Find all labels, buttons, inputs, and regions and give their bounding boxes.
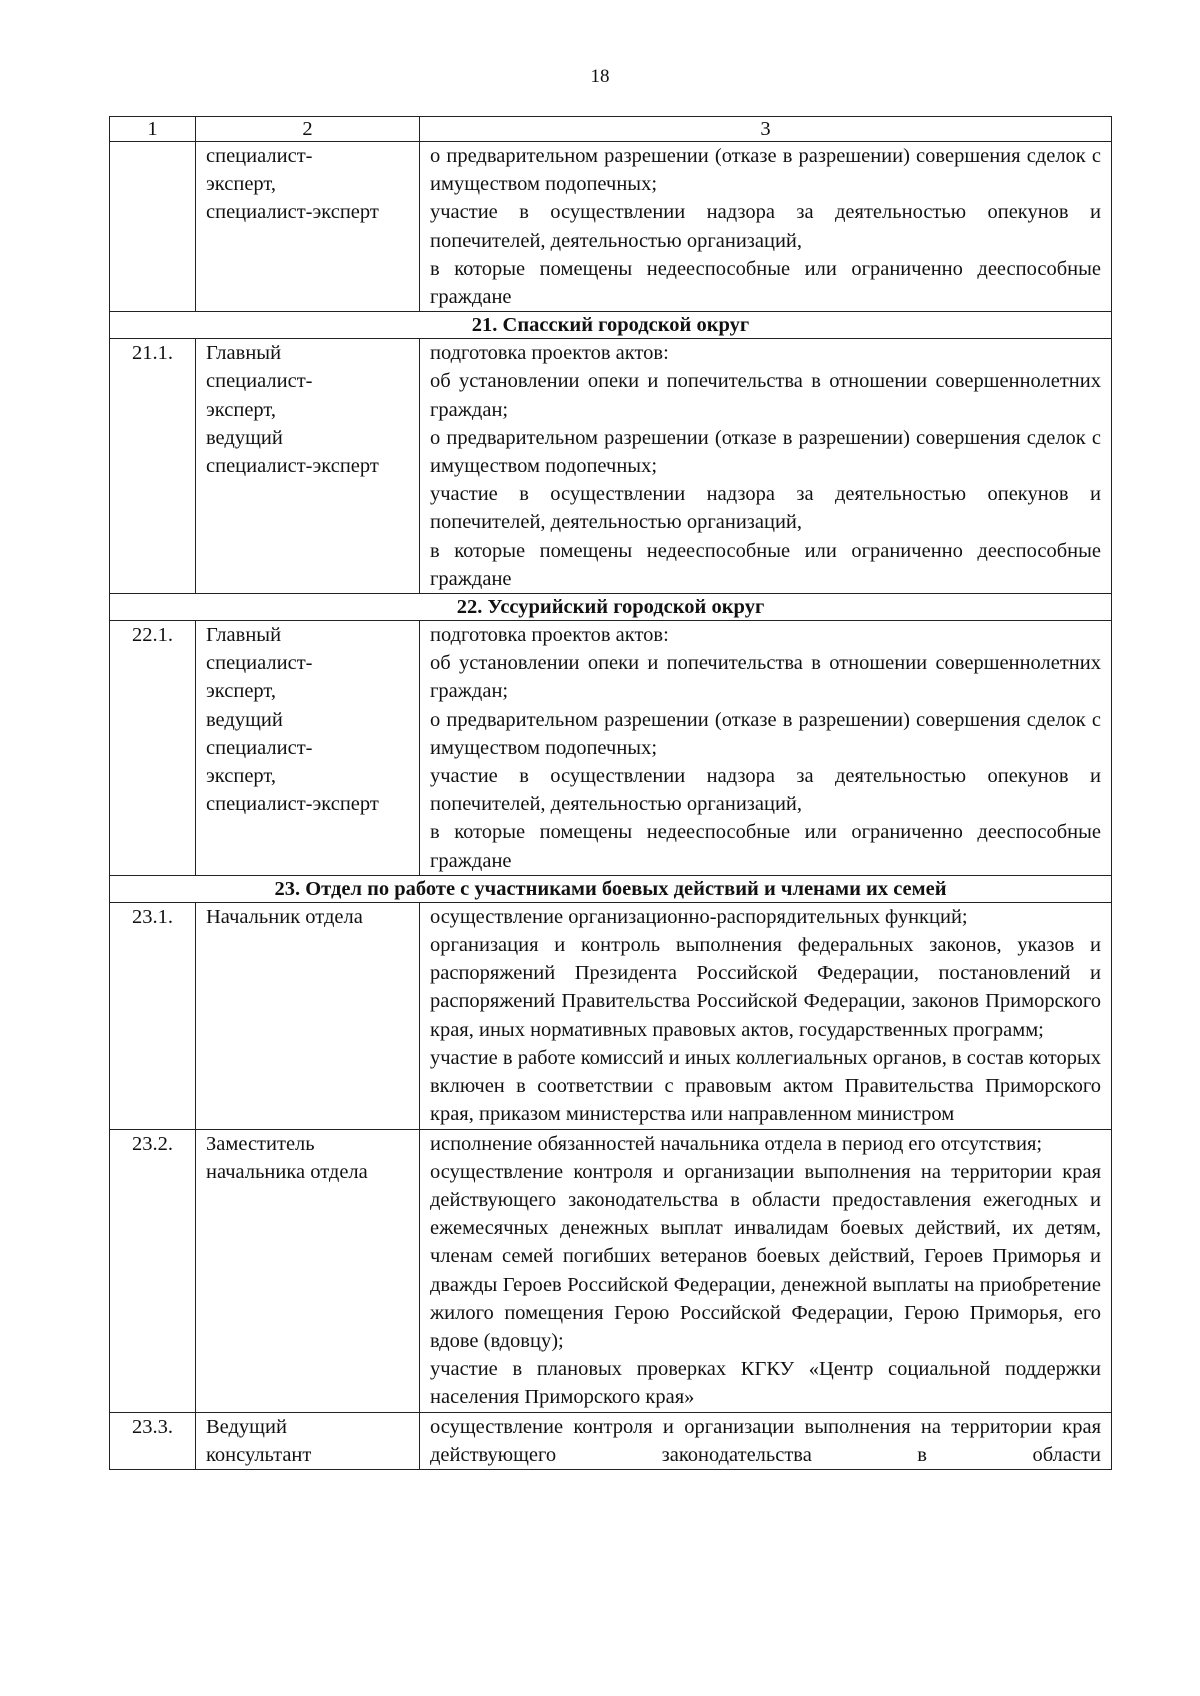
- duty-item: в которые помещены недееспособные или ограниченно дееспособные граждане: [430, 821, 1101, 872]
- duty-item: о предварительном разрешении (отказе в разрешении) совершения сделок с имуществом подопечных;: [430, 145, 1101, 196]
- position-line: Главный: [206, 624, 282, 647]
- position-line: эксперт,: [206, 173, 276, 196]
- section-row: [110, 594, 1112, 621]
- section-row: [110, 312, 1112, 339]
- duty-item: участие в осуществлении надзора за деятельностью опекунов и попечителей, деятельностью организаций,: [430, 765, 1101, 816]
- row-number: 21.1.: [110, 339, 196, 594]
- duties-cell: [420, 1412, 1112, 1469]
- table-row: [110, 1129, 1112, 1412]
- position-line: специалист-эксперт: [206, 455, 379, 478]
- position-line: эксперт,: [206, 765, 276, 788]
- duty-item: о предварительном разрешении (отказе в разрешении) совершения сделок с имуществом подопечных;: [430, 426, 1101, 478]
- duty-item: об установлении опеки и попечительства в отношении совершеннолетних граждан;: [430, 652, 1101, 703]
- duty-item: участие в осуществлении надзора за деятельностью опекунов и попечителей, деятельностью организаций,: [430, 483, 1101, 534]
- position-line: Начальник отдела: [206, 905, 363, 928]
- duties-cell: [420, 1129, 1112, 1412]
- table-row: [110, 902, 1112, 1129]
- position-cell: [196, 1129, 420, 1412]
- duty-item: подготовка проектов актов:: [430, 624, 669, 647]
- responsibilities-table: [109, 116, 1112, 1470]
- duty-item: участие в плановых проверках КГКУ «Центр социальной поддержки населения Приморского края»: [430, 1358, 1101, 1409]
- position-line: специалист-эксперт: [206, 201, 379, 224]
- position-cell: [196, 1412, 420, 1469]
- row-number: [110, 142, 196, 312]
- table-row: [110, 1412, 1112, 1469]
- position-line: эксперт,: [206, 398, 276, 421]
- duty-item: подготовка проектов актов:: [430, 342, 669, 365]
- page-number: 18: [590, 66, 610, 87]
- duties-cell: [420, 339, 1112, 594]
- duty-item: участие в работе комиссий и иных коллегиальных органов, в состав которых включен в соответствии с правовым актом Правительства Приморского края, приказом министерства или направленном министром: [430, 1046, 1101, 1126]
- row-number: 23.2.: [110, 1129, 196, 1412]
- position-cell: [196, 142, 420, 312]
- position-line: специалист-: [206, 652, 313, 675]
- section-title: 21. Спасский городской округ: [110, 312, 1112, 339]
- position-line: специалист-: [206, 145, 313, 167]
- header-col-2: 2: [196, 117, 420, 142]
- position-line: специалист-: [206, 370, 313, 393]
- position-line: консультант: [206, 1443, 312, 1466]
- header-col-1: 1: [110, 117, 196, 142]
- duties-cell: [420, 621, 1112, 876]
- header-col-3: 3: [420, 117, 1112, 142]
- position-line: Ведущий: [206, 1415, 287, 1438]
- position-line: эксперт,: [206, 680, 276, 703]
- table-row: [110, 339, 1112, 594]
- position-line: ведущий: [206, 708, 283, 731]
- position-line: начальника отдела: [206, 1160, 368, 1183]
- duty-item: о предварительном разрешении (отказе в разрешении) совершения сделок с имуществом подопечных;: [430, 708, 1101, 759]
- duty-item: осуществление организационно-распорядительных функций;: [430, 905, 968, 928]
- duty-item: в которые помещены недееспособные или ограниченно дееспособные граждане: [430, 539, 1101, 590]
- section-title: 22. Уссурийский городской округ: [110, 594, 1112, 621]
- duties-cell: [420, 902, 1112, 1129]
- duty-item: организация и контроль выполнения федеральных законов, указов и распоряжений Президента Российской Федерации, постановлений и распоряжений Правительства Российской Федерации, законов Приморского края, иных нормативных правовых актов, государственных программ;: [430, 934, 1101, 1041]
- table-row: [110, 142, 1112, 312]
- position-cell: [196, 902, 420, 1129]
- position-line: ведущий: [206, 426, 283, 449]
- row-number: 23.3.: [110, 1412, 196, 1469]
- row-number: 23.1.: [110, 902, 196, 1129]
- position-line: специалист-эксперт: [206, 793, 379, 816]
- position-cell: [196, 621, 420, 876]
- duty-item: осуществление контроля и организации выполнения на территории края действующего законодательства в области: [430, 1415, 1101, 1466]
- duty-item: об установлении опеки и попечительства в отношении совершеннолетних граждан;: [430, 370, 1101, 421]
- section-title: 23. Отдел по работе с участниками боевых действий и членами их семей: [110, 875, 1112, 902]
- duty-item: в которые помещены недееспособные или ограниченно дееспособные граждане: [430, 257, 1101, 309]
- duty-item: участие в осуществлении надзора за деятельностью опекунов и попечителей, деятельностью организаций,: [430, 201, 1101, 252]
- position-line: Главный: [206, 342, 282, 365]
- position-line: специалист-: [206, 736, 313, 759]
- duty-item: исполнение обязанностей начальника отдела в период его отсутствия;: [430, 1132, 1043, 1155]
- position-line: Заместитель: [206, 1132, 315, 1155]
- position-cell: [196, 339, 420, 594]
- table-header-row: [110, 117, 1112, 142]
- duties-cell: [420, 142, 1112, 312]
- duty-item: осуществление контроля и организации выполнения на территории края действующего законодательства в области предоставления ежегодных и ежемесячных денежных выплат инвалидам боевых действий, их детям, членам семей погибших ветеранов боевых действий, Героев Приморья и дважды Героев Российской Федерации, денежной выплаты на приобретение жилого помещения Герою Российской Федерации, Герою Приморья, его вдове (вдовцу);: [430, 1160, 1101, 1352]
- row-number: 22.1.: [110, 621, 196, 876]
- table-body: [110, 117, 1112, 1470]
- section-row: [110, 875, 1112, 902]
- table-row: [110, 621, 1112, 876]
